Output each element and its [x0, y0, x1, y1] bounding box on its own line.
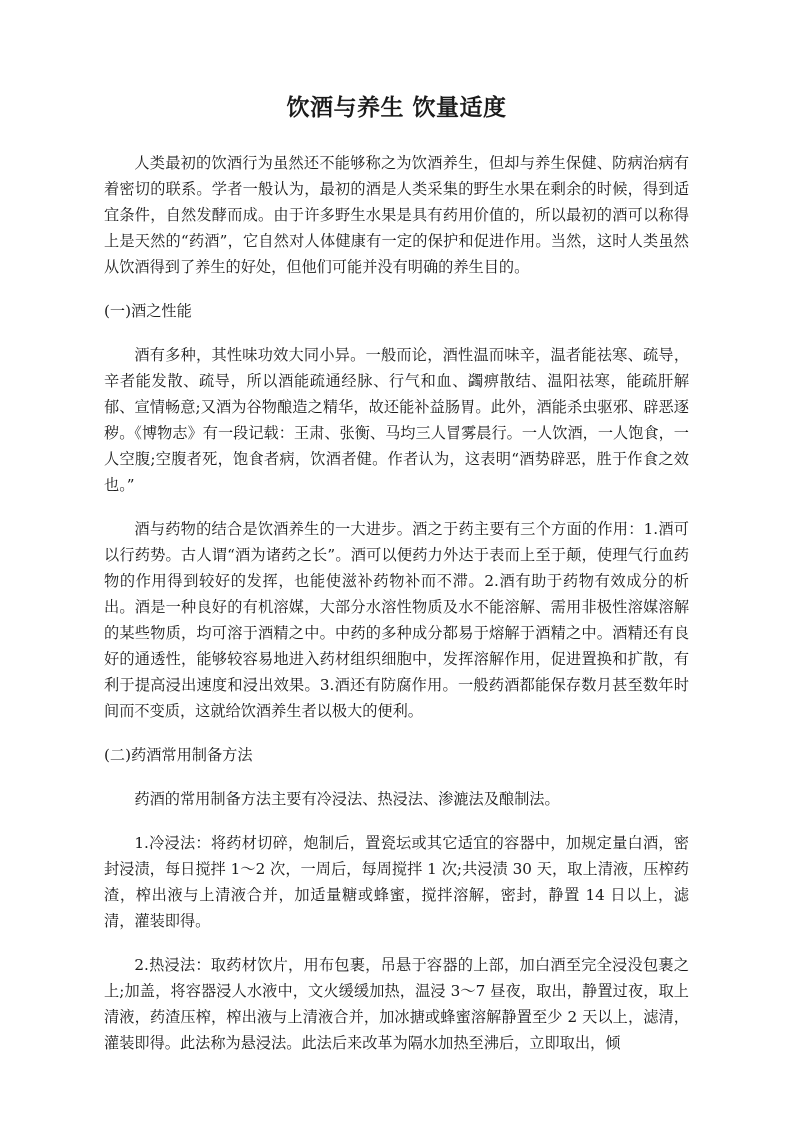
section2-paragraph-2: 1.冷浸法：将药材切碎，炮制后，置瓷坛或其它适宜的容器中，加规定量白酒，密封浸渍，每日搅拌 1～2 次，一周后，每周搅拌 1 次;共浸渍 30 天，取上清液，压榨药渣，榨出液与上清液合并，加适量糖或蜂蜜，搅拌溶解，密封，静置 14 日以上，滤清，灌装即得。	[104, 834, 689, 930]
section1-paragraph-2: 酒与药物的结合是饮酒养生的一大进步。酒之于药主要有三个方面的作用：1.酒可以行药势。古人谓“酒为诸药之长”。酒可以便药力外达于表而上至于颠，使理气行血药物的作用得到较好的发挥，也能使滋补药物补而不滞。2.酒有助于药物有效成分的析出。酒是一种良好的有机溶媒，大部分水溶性物质及水不能溶解、需用非极性溶媒溶解的某些物质，均可溶于酒精之中。中药的多种成分都易于熔解于酒精之中。酒精还有良好的通透性，能够较容易地进入药材组织细胞中，发挥溶解作用，促进置换和扩散，有利于提高浸出速度和浸出效果。3.酒还有防腐作用。一般药酒都能保存数月甚至数年时间而不变质，这就给饮酒养生者以极大的便利。	[104, 520, 689, 720]
intro-paragraph: 人类最初的饮酒行为虽然还不能够称之为饮酒养生，但却与养生保健、防病治病有着密切的联系。学者一般认为，最初的酒是人类采集的野生水果在剩余的时候，得到适宜条件，自然发酵而成。由于许多野生水果是具有药用价值的，所以最初的酒可以称得上是天然的“药酒”，它自然对人体健康有一定的保护和促进作用。当然，这时人类虽然从饮酒得到了养生的好处，但他们可能并没有明确的养生目的。	[104, 154, 689, 276]
section-heading-2: (二)药酒常用制备方法	[104, 746, 253, 764]
section-heading-1: (一)酒之性能	[104, 302, 192, 320]
section1-paragraph-1: 酒有多种，其性味功效大同小异。一般而论，酒性温而味辛，温者能祛寒、疏导，辛者能发散、疏导，所以酒能疏通经脉、行气和血、蠲痹散结、温阳祛寒，能疏肝解郁、宣情畅意;又酒为谷物酿造之精华，故还能补益肠胃。此外，酒能杀虫驱邪、辟恶逐秽。《博物志》有一段记载：王肃、张衡、马均三人冒雾晨行。一人饮酒，一人饱食，一人空腹;空腹者死，饱食者病，饮酒者健。作者认为，这表明“酒势辟恶，胜于作食之效也。”	[104, 346, 689, 494]
section2-paragraph-3: 2.热浸法：取药材饮片，用布包裹，吊悬于容器的上部，加白酒至完全浸没包裹之上;加盖，将容器浸人水液中，文火缓缓加热，温浸 3～7 昼夜，取出，静置过夜，取上清液，药渣压榨，榨出液与上清液合并，加冰搪或蜂蜜溶解静置至少 2 天以上，滤清，灌装即得。此法称为悬浸法。此法后来改革为隔水加热至沸后，立即取出，倾	[104, 956, 689, 1052]
section2-paragraph-1: 药酒的常用制备方法主要有冷浸法、热浸法、渗漉法及酿制法。	[134, 790, 560, 808]
page-title: 饮酒与养生 饮量适度	[286, 94, 507, 121]
